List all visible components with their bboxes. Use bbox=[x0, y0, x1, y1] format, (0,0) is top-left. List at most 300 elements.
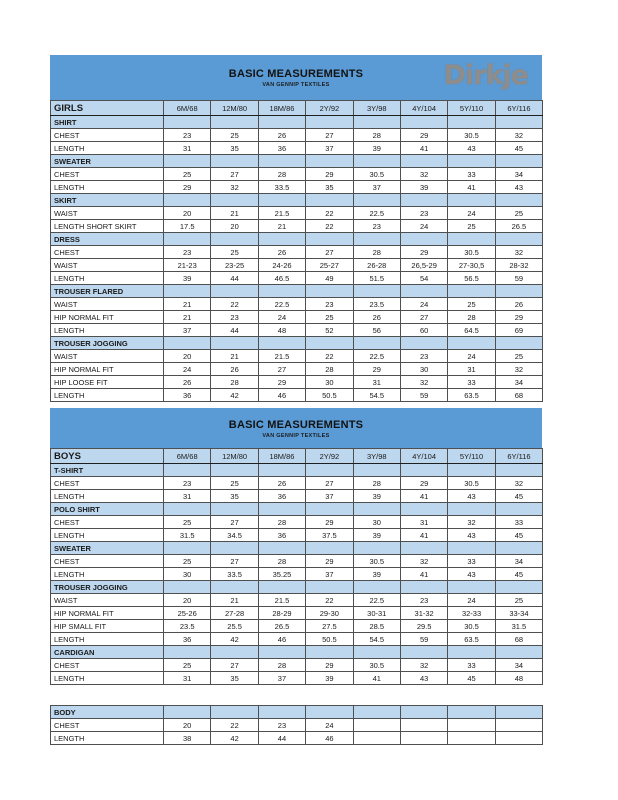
measurement-value-cell: 30-31 bbox=[353, 607, 400, 620]
measurement-value-cell: 42 bbox=[211, 633, 258, 646]
measurement-value-cell: 30.5 bbox=[353, 168, 400, 181]
measurement-value-cell: 25 bbox=[495, 350, 542, 363]
measurement-value-cell: 37 bbox=[353, 181, 400, 194]
measurement-value-cell bbox=[400, 719, 447, 732]
measurement-row bbox=[51, 129, 543, 142]
measurement-value-cell: 37 bbox=[258, 672, 305, 685]
measurement-row bbox=[51, 376, 543, 389]
measurement-value-cell: 28 bbox=[353, 246, 400, 259]
measurement-value-cell bbox=[353, 719, 400, 732]
section-empty-cell bbox=[495, 706, 542, 719]
section-empty-cell bbox=[448, 233, 495, 246]
section-empty-cell bbox=[448, 116, 495, 129]
measurement-value-cell: 39 bbox=[353, 529, 400, 542]
measurement-value-cell: 33.5 bbox=[258, 181, 305, 194]
measurement-value-cell: 30.5 bbox=[353, 555, 400, 568]
measurement-label: LENGTH bbox=[51, 633, 164, 646]
section-empty-cell bbox=[258, 337, 305, 350]
measurement-value-cell: 33 bbox=[448, 168, 495, 181]
measurement-value-cell: 28 bbox=[258, 168, 305, 181]
measurement-value-cell: 22 bbox=[306, 220, 353, 233]
section-empty-cell bbox=[353, 542, 400, 555]
measurement-value-cell: 50.5 bbox=[306, 633, 353, 646]
section-empty-cell bbox=[400, 194, 447, 207]
measurement-label: HIP NORMAL FIT bbox=[51, 607, 164, 620]
measurement-label: WAIST bbox=[51, 350, 164, 363]
section-empty-cell bbox=[258, 155, 305, 168]
measurement-value-cell bbox=[495, 732, 542, 745]
measurement-value-cell: 27 bbox=[211, 516, 258, 529]
measurement-value-cell: 21 bbox=[258, 220, 305, 233]
measurement-value-cell: 33 bbox=[448, 659, 495, 672]
measurement-row bbox=[51, 220, 543, 233]
measurement-value-cell: 24 bbox=[306, 719, 353, 732]
measurement-value-cell: 26 bbox=[164, 376, 211, 389]
measurement-value-cell: 21 bbox=[164, 298, 211, 311]
section-empty-cell bbox=[164, 542, 211, 555]
girls-header-band bbox=[50, 55, 542, 100]
measurement-row bbox=[51, 607, 543, 620]
measurement-value-cell: 29 bbox=[258, 376, 305, 389]
measurement-row bbox=[51, 633, 543, 646]
measurement-value-cell: 25 bbox=[448, 220, 495, 233]
measurement-value-cell: 43 bbox=[448, 529, 495, 542]
section-empty-cell bbox=[306, 464, 353, 477]
size-header-cell: 6Y/116 bbox=[495, 449, 542, 464]
size-header-cell: 18M/86 bbox=[258, 101, 305, 116]
measurement-value-cell: 29 bbox=[306, 516, 353, 529]
measurement-value-cell: 32 bbox=[400, 659, 447, 672]
section-empty-cell bbox=[306, 337, 353, 350]
section-empty-cell bbox=[353, 646, 400, 659]
measurement-value-cell: 22 bbox=[306, 594, 353, 607]
measurement-value-cell: 21 bbox=[164, 311, 211, 324]
measurement-label: WAIST bbox=[51, 594, 164, 607]
section-empty-cell bbox=[495, 464, 542, 477]
measurement-value-cell: 29 bbox=[400, 246, 447, 259]
measurement-value-cell: 39 bbox=[353, 142, 400, 155]
measurement-value-cell: 27 bbox=[211, 168, 258, 181]
measurement-row bbox=[51, 555, 543, 568]
measurement-label: LENGTH bbox=[51, 568, 164, 581]
measurement-value-cell: 23 bbox=[353, 220, 400, 233]
measurement-value-cell: 25 bbox=[164, 516, 211, 529]
section-empty-cell bbox=[495, 581, 542, 594]
measurement-value-cell: 22 bbox=[211, 298, 258, 311]
measurement-value-cell: 28 bbox=[211, 376, 258, 389]
measurement-value-cell: 35 bbox=[306, 181, 353, 194]
measurement-value-cell: 41 bbox=[400, 142, 447, 155]
measurement-value-cell: 41 bbox=[400, 490, 447, 503]
section-empty-cell bbox=[258, 233, 305, 246]
measurement-value-cell: 37.5 bbox=[306, 529, 353, 542]
section-empty-cell bbox=[306, 706, 353, 719]
measurement-value-cell: 54 bbox=[400, 272, 447, 285]
measurement-label: LENGTH bbox=[51, 142, 164, 155]
measurement-value-cell: 34 bbox=[495, 555, 542, 568]
section-row bbox=[51, 155, 543, 168]
measurement-value-cell: 37 bbox=[306, 142, 353, 155]
measurement-value-cell: 23 bbox=[400, 594, 447, 607]
measurement-value-cell: 23 bbox=[164, 129, 211, 142]
measurement-value-cell: 39 bbox=[164, 272, 211, 285]
measurement-value-cell: 43 bbox=[495, 181, 542, 194]
measurement-value-cell: 34.5 bbox=[211, 529, 258, 542]
measurement-value-cell: 36 bbox=[258, 529, 305, 542]
measurement-value-cell: 29 bbox=[306, 168, 353, 181]
measurement-label: HIP NORMAL FIT bbox=[51, 311, 164, 324]
measurement-value-cell: 63.5 bbox=[448, 633, 495, 646]
measurement-value-cell: 45 bbox=[495, 490, 542, 503]
measurement-value-cell: 22.5 bbox=[353, 350, 400, 363]
measurement-row bbox=[51, 389, 543, 402]
section-row bbox=[51, 233, 543, 246]
section-label: CARDIGAN bbox=[51, 646, 164, 659]
measurement-value-cell: 63.5 bbox=[448, 389, 495, 402]
measurement-row bbox=[51, 259, 543, 272]
section-empty-cell bbox=[353, 581, 400, 594]
measurement-value-cell: 44 bbox=[211, 324, 258, 337]
section-empty-cell bbox=[448, 646, 495, 659]
measurement-value-cell: 25 bbox=[306, 311, 353, 324]
measurement-value-cell: 28 bbox=[258, 555, 305, 568]
measurement-value-cell: 36 bbox=[164, 633, 211, 646]
measurement-value-cell: 43 bbox=[448, 142, 495, 155]
section-empty-cell bbox=[258, 464, 305, 477]
measurement-value-cell: 21.5 bbox=[258, 350, 305, 363]
measurement-value-cell: 26 bbox=[495, 298, 542, 311]
measurement-value-cell: 22.5 bbox=[258, 298, 305, 311]
measurement-value-cell: 25 bbox=[495, 207, 542, 220]
measurement-value-cell: 30 bbox=[353, 516, 400, 529]
measurement-value-cell: 32 bbox=[448, 516, 495, 529]
boys-size-header-row bbox=[51, 449, 543, 464]
measurement-value-cell bbox=[448, 719, 495, 732]
measurement-value-cell: 34 bbox=[495, 376, 542, 389]
measurement-value-cell: 46 bbox=[306, 732, 353, 745]
measurement-value-cell: 21 bbox=[211, 594, 258, 607]
measurement-value-cell: 25 bbox=[164, 555, 211, 568]
body-table-container bbox=[50, 705, 543, 745]
measurement-value-cell: 36 bbox=[258, 142, 305, 155]
measurement-value-cell: 32 bbox=[495, 477, 542, 490]
section-empty-cell bbox=[211, 464, 258, 477]
measurement-value-cell: 26 bbox=[258, 129, 305, 142]
measurement-value-cell: 24 bbox=[258, 311, 305, 324]
measurement-value-cell: 27 bbox=[400, 311, 447, 324]
section-empty-cell bbox=[353, 155, 400, 168]
section-empty-cell bbox=[211, 194, 258, 207]
measurement-row bbox=[51, 477, 543, 490]
measurement-value-cell: 26.5 bbox=[495, 220, 542, 233]
measurement-row bbox=[51, 207, 543, 220]
measurement-row bbox=[51, 719, 543, 732]
section-empty-cell bbox=[448, 285, 495, 298]
measurement-label: LENGTH bbox=[51, 324, 164, 337]
measurement-row bbox=[51, 181, 543, 194]
section-empty-cell bbox=[353, 464, 400, 477]
measurement-value-cell: 50.5 bbox=[306, 389, 353, 402]
measurement-value-cell: 26,5-29 bbox=[400, 259, 447, 272]
measurement-value-cell: 43 bbox=[448, 568, 495, 581]
measurement-value-cell: 45 bbox=[495, 529, 542, 542]
section-empty-cell bbox=[353, 233, 400, 246]
page-title-boys: BASIC MEASUREMENTS bbox=[228, 419, 364, 431]
measurement-value-cell: 24 bbox=[164, 363, 211, 376]
section-empty-cell bbox=[306, 503, 353, 516]
measurement-value-cell: 31 bbox=[353, 376, 400, 389]
section-label: SHIRT bbox=[51, 116, 164, 129]
section-empty-cell bbox=[353, 285, 400, 298]
measurement-value-cell: 45 bbox=[495, 568, 542, 581]
section-empty-cell bbox=[353, 706, 400, 719]
section-empty-cell bbox=[306, 233, 353, 246]
measurement-value-cell: 28 bbox=[306, 363, 353, 376]
measurement-value-cell: 31 bbox=[164, 672, 211, 685]
section-empty-cell bbox=[495, 233, 542, 246]
measurement-value-cell: 39 bbox=[306, 672, 353, 685]
measurement-value-cell: 30.5 bbox=[448, 620, 495, 633]
section-empty-cell bbox=[258, 194, 305, 207]
measurement-value-cell: 30 bbox=[164, 568, 211, 581]
measurement-value-cell: 46 bbox=[258, 633, 305, 646]
measurement-value-cell: 24 bbox=[448, 594, 495, 607]
measurement-value-cell: 27 bbox=[211, 555, 258, 568]
measurement-label: LENGTH bbox=[51, 490, 164, 503]
measurement-label: LENGTH bbox=[51, 672, 164, 685]
measurement-value-cell: 32 bbox=[211, 181, 258, 194]
measurement-value-cell: 41 bbox=[448, 181, 495, 194]
measurement-value-cell: 20 bbox=[164, 719, 211, 732]
measurement-value-cell: 64.5 bbox=[448, 324, 495, 337]
measurement-value-cell: 60 bbox=[400, 324, 447, 337]
section-label: DRESS bbox=[51, 233, 164, 246]
section-empty-cell bbox=[448, 581, 495, 594]
section-empty-cell bbox=[164, 194, 211, 207]
measurement-value-cell: 33-34 bbox=[495, 607, 542, 620]
measurement-value-cell: 27 bbox=[306, 129, 353, 142]
measurement-value-cell: 25 bbox=[495, 594, 542, 607]
section-label: TROUSER FLARED bbox=[51, 285, 164, 298]
measurement-value-cell: 32 bbox=[495, 129, 542, 142]
measurement-value-cell: 27 bbox=[258, 363, 305, 376]
section-empty-cell bbox=[400, 503, 447, 516]
section-empty-cell bbox=[306, 542, 353, 555]
dirkje-logo: Dirkje bbox=[443, 60, 528, 91]
measurement-value-cell: 21-23 bbox=[164, 259, 211, 272]
measurement-value-cell: 20 bbox=[164, 207, 211, 220]
section-empty-cell bbox=[164, 581, 211, 594]
measurement-value-cell: 56 bbox=[353, 324, 400, 337]
measurement-value-cell: 27 bbox=[211, 659, 258, 672]
measurement-value-cell: 29 bbox=[495, 311, 542, 324]
measurement-value-cell: 22.5 bbox=[353, 594, 400, 607]
measurement-value-cell: 28-29 bbox=[258, 607, 305, 620]
measurement-value-cell: 31 bbox=[448, 363, 495, 376]
measurement-row bbox=[51, 246, 543, 259]
measurement-value-cell bbox=[495, 719, 542, 732]
section-empty-cell bbox=[448, 337, 495, 350]
section-empty-cell bbox=[448, 706, 495, 719]
measurement-value-cell: 25-26 bbox=[164, 607, 211, 620]
section-label: SKIRT bbox=[51, 194, 164, 207]
section-row bbox=[51, 706, 543, 719]
measurement-value-cell: 59 bbox=[495, 272, 542, 285]
measurement-value-cell: 21.5 bbox=[258, 594, 305, 607]
measurement-value-cell: 23 bbox=[306, 298, 353, 311]
section-empty-cell bbox=[306, 581, 353, 594]
section-empty-cell bbox=[211, 155, 258, 168]
section-empty-cell bbox=[400, 116, 447, 129]
section-empty-cell bbox=[353, 503, 400, 516]
body-measurements-table bbox=[50, 705, 543, 745]
measurement-value-cell: 23 bbox=[258, 719, 305, 732]
size-header-cell: 6Y/116 bbox=[495, 101, 542, 116]
measurement-value-cell: 46.5 bbox=[258, 272, 305, 285]
measurement-row bbox=[51, 516, 543, 529]
measurement-value-cell: 29.5 bbox=[400, 620, 447, 633]
measurement-value-cell: 21.5 bbox=[258, 207, 305, 220]
measurement-value-cell: 24-26 bbox=[258, 259, 305, 272]
size-header-cell: 5Y/110 bbox=[448, 449, 495, 464]
measurement-value-cell: 30 bbox=[400, 363, 447, 376]
measurement-value-cell: 27.5 bbox=[306, 620, 353, 633]
measurement-row bbox=[51, 594, 543, 607]
boys-table-container bbox=[50, 448, 543, 685]
girls-measurements-table bbox=[50, 100, 543, 402]
measurement-value-cell: 39 bbox=[400, 181, 447, 194]
measurement-label: CHEST bbox=[51, 659, 164, 672]
measurement-label: CHEST bbox=[51, 129, 164, 142]
measurement-value-cell: 23 bbox=[164, 477, 211, 490]
measurement-value-cell: 22 bbox=[306, 207, 353, 220]
measurement-row bbox=[51, 350, 543, 363]
section-row bbox=[51, 646, 543, 659]
section-empty-cell bbox=[258, 116, 305, 129]
measurement-value-cell: 48 bbox=[495, 672, 542, 685]
girls-table-label: GIRLS bbox=[51, 101, 164, 116]
section-empty-cell bbox=[164, 646, 211, 659]
measurement-label: LENGTH bbox=[51, 181, 164, 194]
measurement-label: HIP SMALL FIT bbox=[51, 620, 164, 633]
measurement-value-cell: 42 bbox=[211, 732, 258, 745]
section-empty-cell bbox=[495, 503, 542, 516]
measurement-value-cell bbox=[400, 732, 447, 745]
size-header-cell: 2Y/92 bbox=[306, 449, 353, 464]
section-empty-cell bbox=[400, 581, 447, 594]
measurement-value-cell: 39 bbox=[353, 490, 400, 503]
measurement-value-cell: 42 bbox=[211, 389, 258, 402]
girls-table-container bbox=[50, 100, 543, 402]
measurement-value-cell: 21 bbox=[211, 350, 258, 363]
measurement-value-cell: 41 bbox=[400, 529, 447, 542]
section-empty-cell bbox=[258, 581, 305, 594]
measurement-value-cell: 32 bbox=[495, 246, 542, 259]
section-empty-cell bbox=[495, 337, 542, 350]
section-label: SWEATER bbox=[51, 155, 164, 168]
measurement-value-cell: 32-33 bbox=[448, 607, 495, 620]
measurement-label: WAIST bbox=[51, 259, 164, 272]
measurement-value-cell: 45 bbox=[448, 672, 495, 685]
measurement-value-cell: 35 bbox=[211, 490, 258, 503]
section-empty-cell bbox=[211, 285, 258, 298]
measurement-label: HIP NORMAL FIT bbox=[51, 363, 164, 376]
section-empty-cell bbox=[211, 706, 258, 719]
measurement-value-cell: 35 bbox=[211, 672, 258, 685]
measurement-value-cell: 43 bbox=[400, 672, 447, 685]
section-empty-cell bbox=[448, 503, 495, 516]
section-label: BODY bbox=[51, 706, 164, 719]
measurement-value-cell: 25 bbox=[164, 659, 211, 672]
measurement-value-cell: 29 bbox=[353, 363, 400, 376]
measurement-value-cell: 38 bbox=[164, 732, 211, 745]
measurement-value-cell: 37 bbox=[164, 324, 211, 337]
measurement-value-cell: 48 bbox=[258, 324, 305, 337]
measurement-label: LENGTH bbox=[51, 272, 164, 285]
measurement-value-cell: 32 bbox=[400, 555, 447, 568]
measurement-value-cell: 59 bbox=[400, 633, 447, 646]
measurement-value-cell: 25 bbox=[211, 477, 258, 490]
measurement-label: LENGTH bbox=[51, 732, 164, 745]
section-empty-cell bbox=[448, 194, 495, 207]
section-row bbox=[51, 116, 543, 129]
measurement-value-cell: 30.5 bbox=[353, 659, 400, 672]
section-empty-cell bbox=[164, 706, 211, 719]
measurement-value-cell: 36 bbox=[258, 490, 305, 503]
measurement-value-cell: 31 bbox=[164, 490, 211, 503]
measurement-label: HIP LOOSE FIT bbox=[51, 376, 164, 389]
section-empty-cell bbox=[448, 542, 495, 555]
measurement-row bbox=[51, 490, 543, 503]
section-label: TROUSER JOGGING bbox=[51, 337, 164, 350]
section-empty-cell bbox=[353, 194, 400, 207]
section-empty-cell bbox=[353, 116, 400, 129]
measurement-value-cell: 30.5 bbox=[448, 246, 495, 259]
measurement-value-cell: 20 bbox=[211, 220, 258, 233]
measurement-value-cell: 46 bbox=[258, 389, 305, 402]
size-header-cell: 6M/68 bbox=[164, 449, 211, 464]
section-empty-cell bbox=[495, 116, 542, 129]
section-empty-cell bbox=[211, 116, 258, 129]
measurement-value-cell: 44 bbox=[258, 732, 305, 745]
measurement-value-cell: 33 bbox=[495, 516, 542, 529]
section-empty-cell bbox=[164, 233, 211, 246]
measurement-value-cell: 25 bbox=[211, 129, 258, 142]
measurement-value-cell: 28 bbox=[353, 129, 400, 142]
measurement-value-cell: 45 bbox=[495, 142, 542, 155]
measurement-value-cell: 30.5 bbox=[448, 129, 495, 142]
measurement-value-cell: 32 bbox=[400, 376, 447, 389]
measurement-value-cell: 56.5 bbox=[448, 272, 495, 285]
size-header-cell: 6M/68 bbox=[164, 101, 211, 116]
measurement-value-cell: 39 bbox=[353, 568, 400, 581]
section-empty-cell bbox=[306, 285, 353, 298]
section-empty-cell bbox=[306, 194, 353, 207]
section-empty-cell bbox=[306, 646, 353, 659]
section-empty-cell bbox=[164, 116, 211, 129]
measurement-row bbox=[51, 298, 543, 311]
measurement-value-cell: 41 bbox=[400, 568, 447, 581]
measurement-value-cell: 31-32 bbox=[400, 607, 447, 620]
size-header-cell: 12M/80 bbox=[211, 101, 258, 116]
page-subtitle-boys: VAN GENNIP TEXTILES bbox=[262, 433, 330, 439]
measurement-value-cell: 33 bbox=[448, 555, 495, 568]
measurement-value-cell: 24 bbox=[448, 350, 495, 363]
boys-table-label: BOYS bbox=[51, 449, 164, 464]
measurement-value-cell: 54.5 bbox=[353, 633, 400, 646]
size-header-cell: 5Y/110 bbox=[448, 101, 495, 116]
measurement-row bbox=[51, 568, 543, 581]
